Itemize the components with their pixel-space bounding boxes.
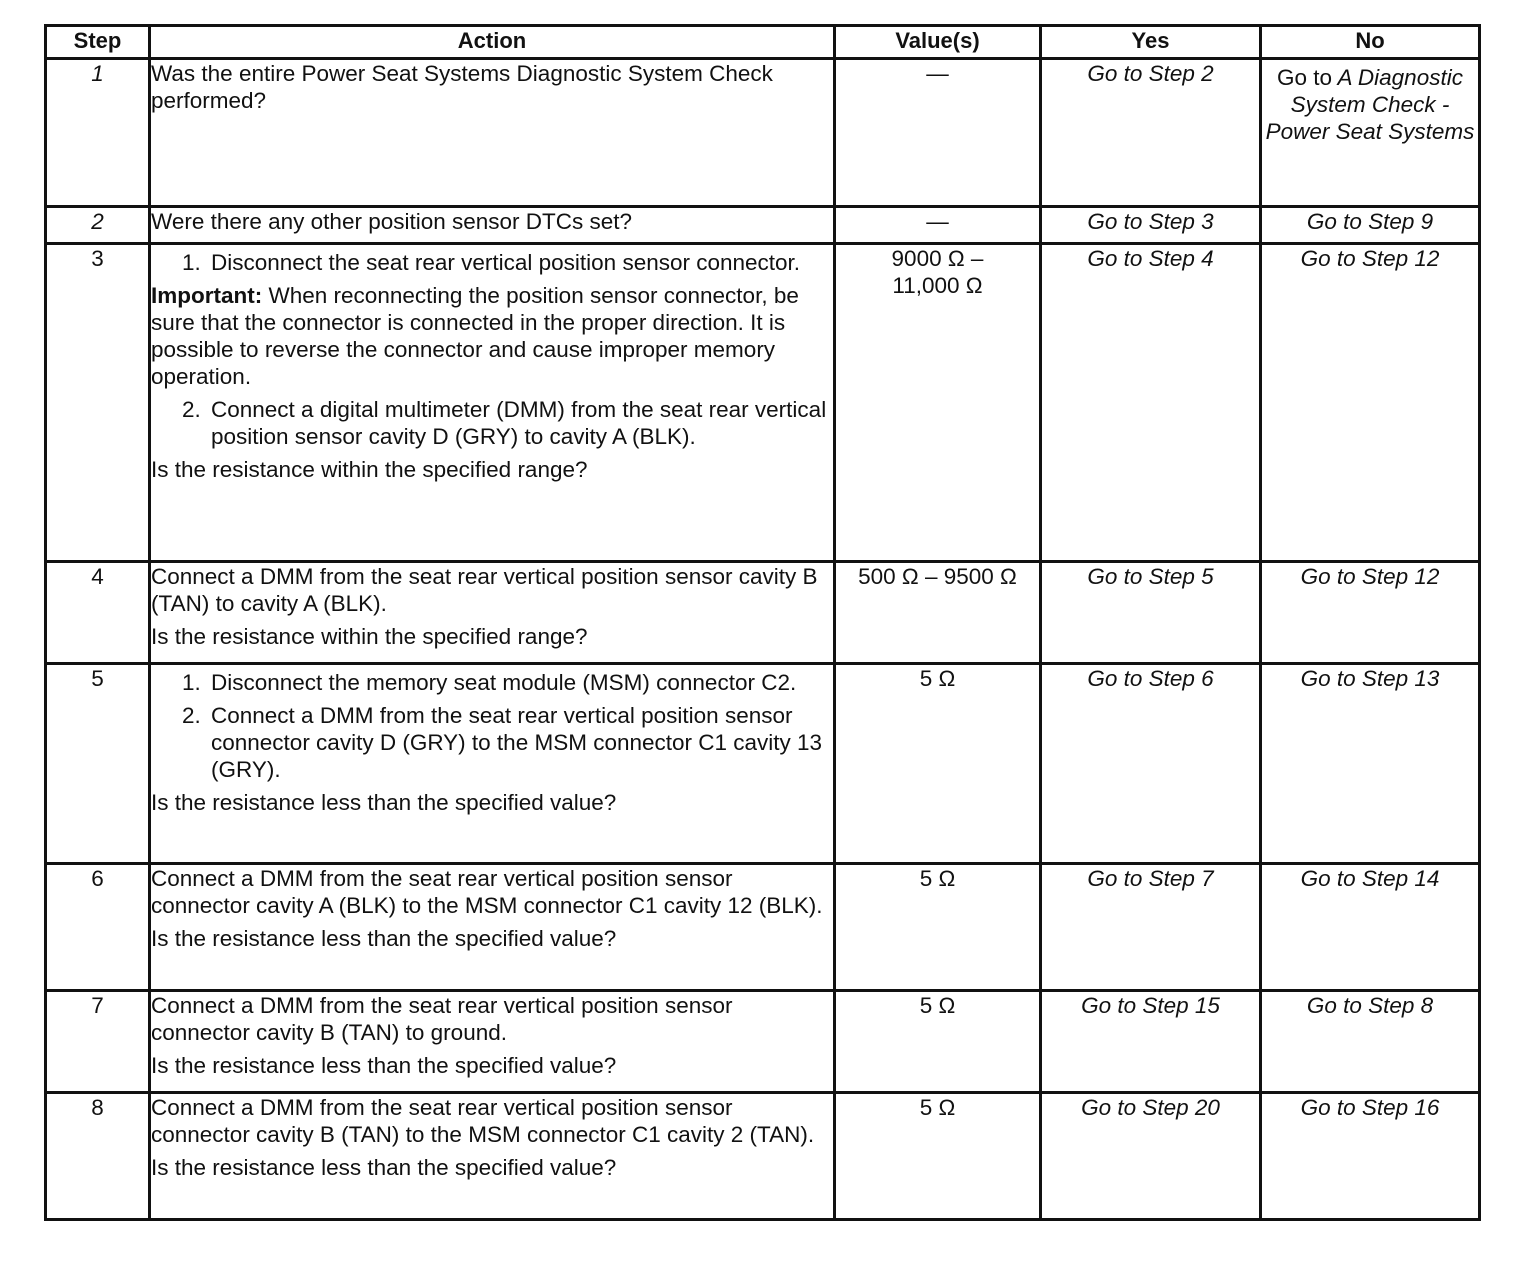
no-link[interactable]: Go to Step 13: [1261, 664, 1480, 864]
no-link[interactable]: Go to Step 9: [1261, 207, 1480, 244]
step-number: 7: [46, 991, 150, 1093]
table-row: [46, 1093, 1480, 1220]
action-steps: [151, 249, 833, 276]
no-link[interactable]: [1261, 59, 1480, 207]
action-question: Is the resistance within the specified range?: [151, 624, 588, 649]
header-no: No: [1261, 26, 1480, 59]
action-cell: [150, 991, 835, 1093]
yes-link[interactable]: Go to Step 5: [1041, 562, 1261, 664]
no-link[interactable]: Go to Step 14: [1261, 864, 1480, 991]
value-cell: 5 Ω: [835, 991, 1041, 1093]
action-text: Connect a DMM from the seat rear vertical position sensor connector cavity B (TAN) to ground.: [151, 993, 733, 1045]
value-cell: —: [835, 59, 1041, 207]
action-question: Is the resistance within the specified range?: [151, 457, 588, 482]
action-step: 1. Disconnect the memory seat module (MSM) connector C2.: [207, 669, 833, 696]
action-question: Is the resistance less than the specified value?: [151, 1155, 617, 1180]
action-question: Were there any other position sensor DTCs set?: [151, 209, 633, 234]
action-cell: [150, 1093, 835, 1220]
action-step: 2. Connect a digital multimeter (DMM) from the seat rear vertical position sensor cavity D (GRY) to cavity A (BLK).: [207, 396, 833, 450]
action-cell: [150, 864, 835, 991]
no-link[interactable]: Go to Step 12: [1261, 244, 1480, 562]
action-steps: [151, 669, 833, 783]
table-row: [46, 991, 1480, 1093]
action-step: 2. Connect a DMM from the seat rear vertical position sensor connector cavity D (GRY) to the MSM connector C1 cavity 13 (GRY).: [207, 702, 833, 783]
header-row: [46, 26, 1480, 59]
action-question: Is the resistance less than the specified value?: [151, 790, 617, 815]
action-question: Was the entire Power Seat Systems Diagnostic System Check performed?: [151, 61, 773, 113]
yes-link[interactable]: Go to Step 2: [1041, 59, 1261, 207]
header-values: Value(s): [835, 26, 1041, 59]
action-question: Is the resistance less than the specified value?: [151, 1053, 617, 1078]
value-cell: 5 Ω: [835, 1093, 1041, 1220]
yes-link[interactable]: Go to Step 4: [1041, 244, 1261, 562]
value-cell: 500 Ω – 9500 Ω: [835, 562, 1041, 664]
yes-link[interactable]: Go to Step 3: [1041, 207, 1261, 244]
step-number: 3: [46, 244, 150, 562]
action-cell: [150, 664, 835, 864]
step-number: 1: [46, 59, 150, 207]
action-steps: [151, 396, 833, 450]
step-number: 8: [46, 1093, 150, 1220]
step-number: 5: [46, 664, 150, 864]
important-note: [151, 282, 833, 390]
value-cell: —: [835, 207, 1041, 244]
header-step: Step: [46, 26, 150, 59]
yes-link[interactable]: Go to Step 20: [1041, 1093, 1261, 1220]
table-row: [46, 864, 1480, 991]
action-cell: [150, 207, 835, 244]
table-row: [46, 207, 1480, 244]
yes-link[interactable]: Go to Step 6: [1041, 664, 1261, 864]
action-step: 1. Disconnect the seat rear vertical position sensor connector.: [207, 249, 833, 276]
no-link-prefix: Go to: [1277, 65, 1333, 90]
action-cell: [150, 59, 835, 207]
step-number: 4: [46, 562, 150, 664]
yes-link[interactable]: Go to Step 7: [1041, 864, 1261, 991]
diagnostic-table: [44, 24, 1481, 1221]
important-label: Important:: [151, 283, 263, 308]
value-line: 11,000 Ω: [892, 273, 983, 298]
important-text: When reconnecting the position sensor connector, be sure that the connector is connected in the proper direction. It is possible to reverse the connector and cause improper memory operation.: [151, 283, 799, 389]
table-row: [46, 244, 1480, 562]
no-link[interactable]: Go to Step 16: [1261, 1093, 1480, 1220]
yes-link[interactable]: Go to Step 15: [1041, 991, 1261, 1093]
action-text: Connect a DMM from the seat rear vertical position sensor connector cavity B (TAN) to the MSM connector C1 cavity 2 (TAN).: [151, 1095, 815, 1147]
table-row: [46, 562, 1480, 664]
table-row: [46, 664, 1480, 864]
no-link[interactable]: Go to Step 12: [1261, 562, 1480, 664]
action-cell: [150, 562, 835, 664]
value-cell: 5 Ω: [835, 864, 1041, 991]
value-cell: 5 Ω: [835, 664, 1041, 864]
header-action: Action: [150, 26, 835, 59]
step-number: 2: [46, 207, 150, 244]
header-yes: Yes: [1041, 26, 1261, 59]
table-row: [46, 59, 1480, 207]
no-link[interactable]: Go to Step 8: [1261, 991, 1480, 1093]
value-cell: [835, 244, 1041, 562]
action-question: Is the resistance less than the specified value?: [151, 926, 617, 951]
action-cell: [150, 244, 835, 562]
no-link-text: A Diagnostic System Check - Power Seat Systems: [1265, 65, 1475, 144]
action-text: Connect a DMM from the seat rear vertical position sensor connector cavity A (BLK) to the MSM connector C1 cavity 12 (BLK).: [151, 866, 823, 918]
action-text: Connect a DMM from the seat rear vertical position sensor cavity B (TAN) to cavity A (BLK).: [151, 564, 818, 616]
value-line: 9000 Ω –: [891, 246, 984, 271]
step-number: 6: [46, 864, 150, 991]
